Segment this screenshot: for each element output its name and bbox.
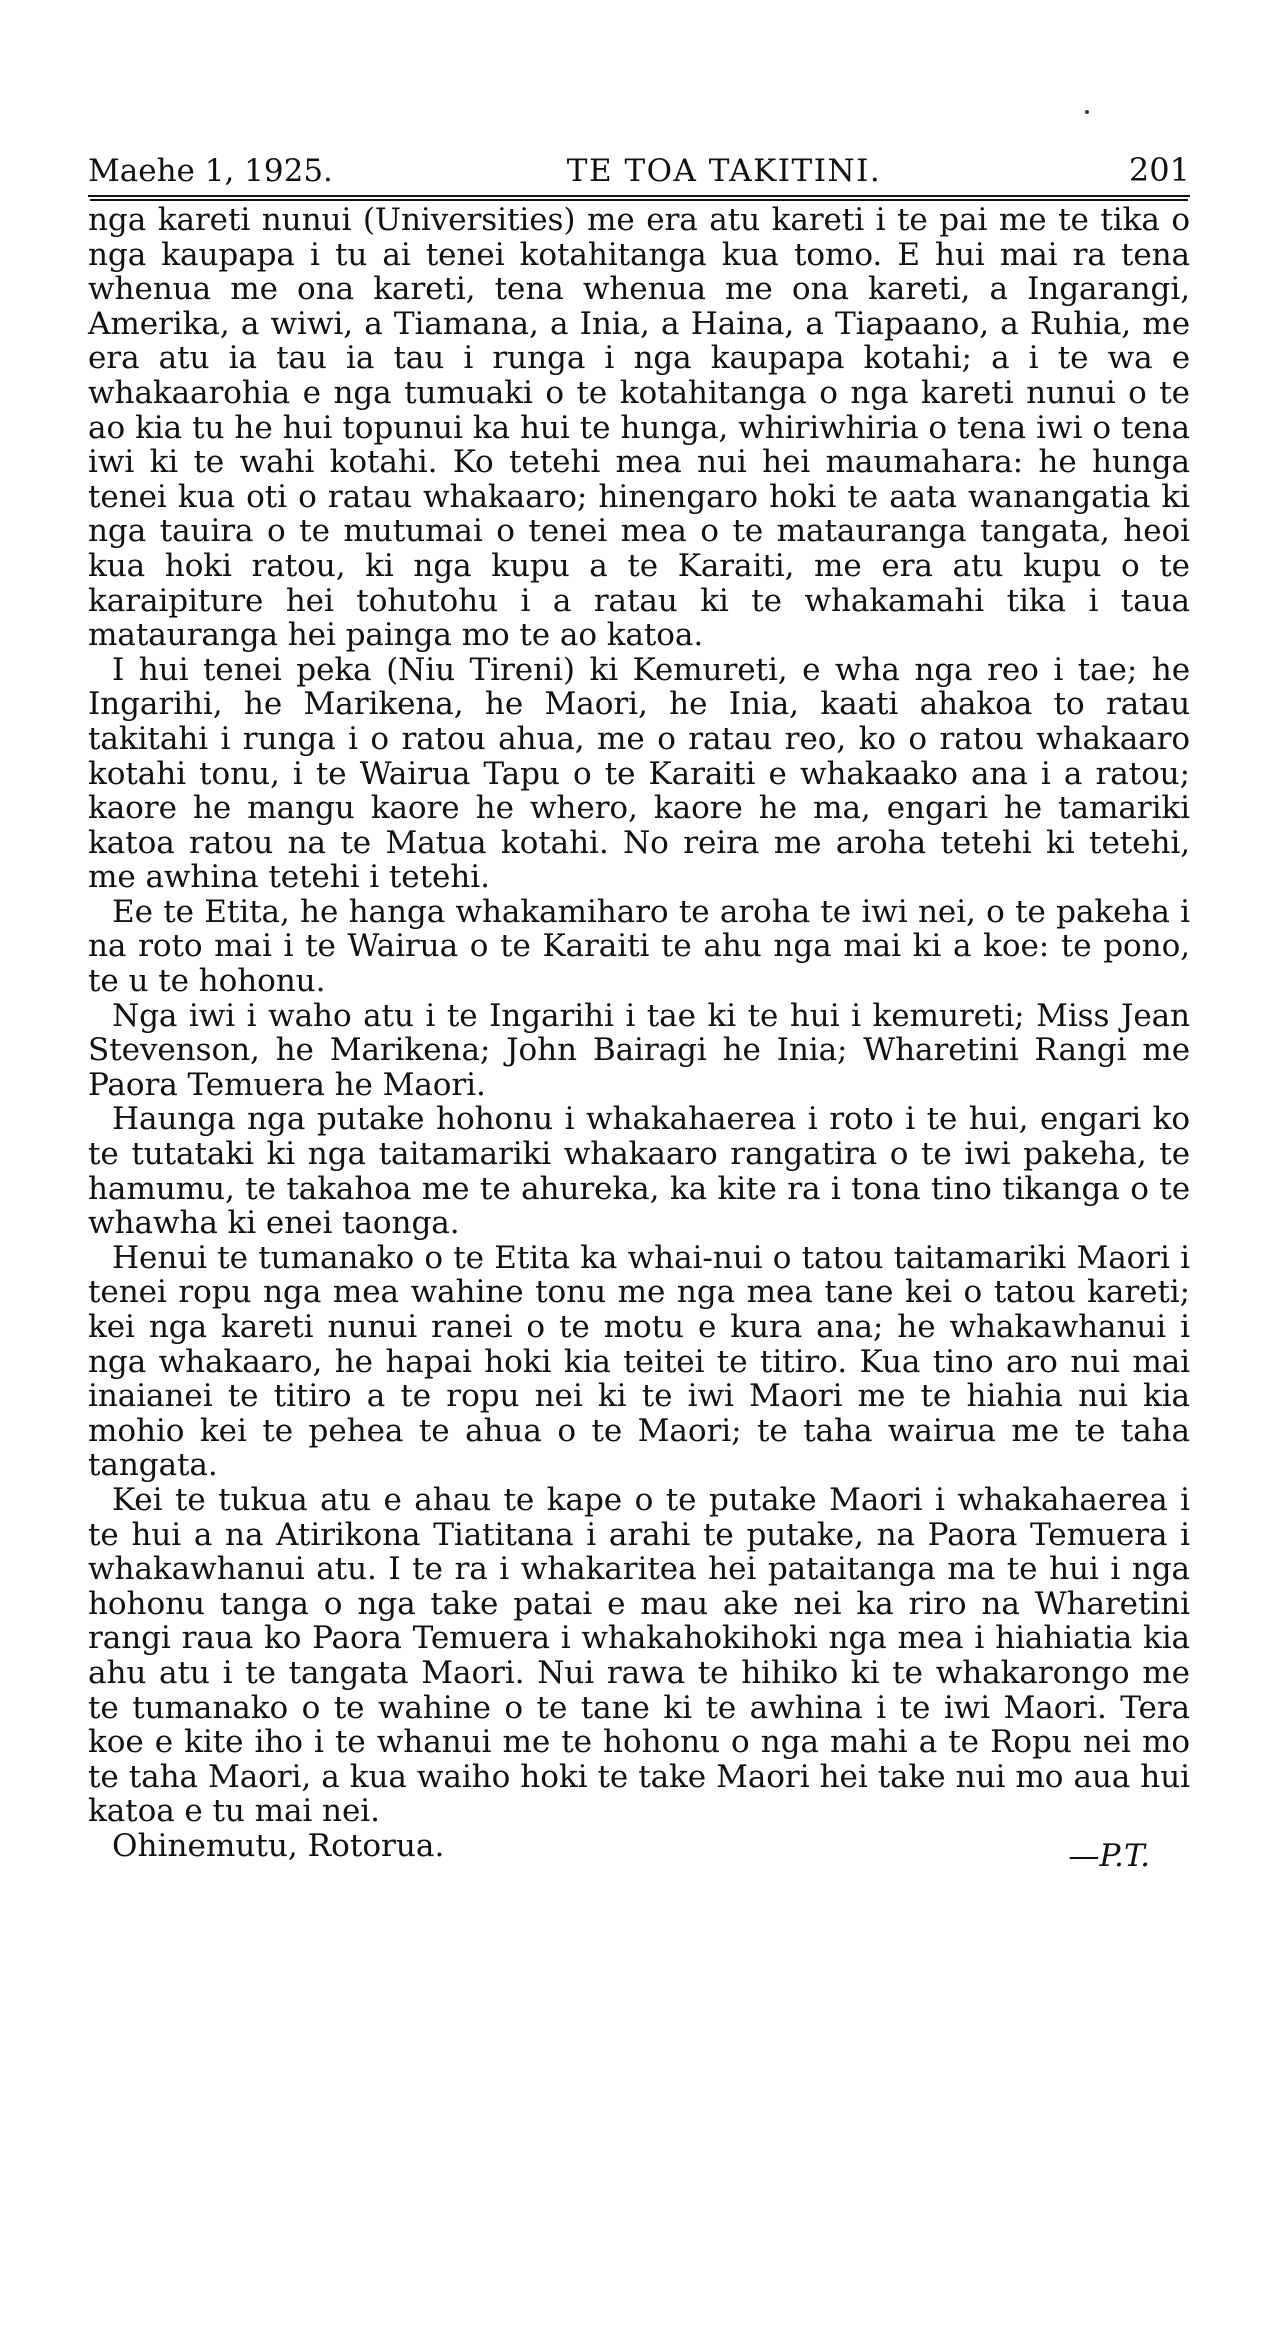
document-page	[88, 150, 1190, 1874]
author-initials: —P.T.	[1068, 1837, 1150, 1874]
paragraph-1: nga kareti nunui (Universities) me era atu kareti i te pai me te tika o nga kaupapa i tu ai tenei kotahitanga kua tomo. E hui mai ra tena whenua me ona kareti, tena whenua me ona kareti, a Ingarangi, Amerika, a wiwi, a Tiamana, a Inia, a Haina, a Tiapaano, a Ruhia, me era atu ia tau ia tau i runga i nga kaupapa kotahi; a i te wa e whakaarohia e nga tumuaki o te kotahitanga o nga kareti nunui o te ao kia tu he hui topunui ka hui te hunga, whiriwhiria o tena iwi o tena iwi ki te wahi kotahi. Ko tetehi mea nui hei maumahara: he hunga tenei kua oti o ratau whakaaro; hinengaro hoki te aata wanangatia ki nga tauira o te mutumai o tenei mea o te matauranga tangata, heoi kua hoki ratou, ki nga kupu a te Karaiti, me era atu kupu o te karaipiture hei tohutohu i a ratau ki te whakamahi tika i taua matauranga hei painga mo te ao katoa.	[88, 202, 1190, 654]
publication-title: TE TOA TAKITINI.	[566, 153, 882, 189]
paragraph-6: Henui te tumanako o te Etita ka whai-nui o tatou taitamariki Maori i tenei ropu nga mea wahine tonu me nga mea tane kei o tatou kareti; kei nga kareti nunui ranei o te motu e kura ana; he whakawhanui i nga whakaaro, he hapai hoki kia teitei te titiro. Kua tino aro nui mai inaianei te titiro a te ropu nei ki te iwi Maori me te hiahia nui kia mohio kei te pehea te ahua o te Maori; te taha wairua me te taha tangata.	[88, 1239, 1190, 1484]
running-header	[88, 150, 1190, 197]
page-number: 201	[1128, 151, 1190, 189]
closing-place: Ohinemutu, Rotorua.	[112, 1827, 445, 1864]
paragraph-5: Haunga nga putake hohonu i whakahaerea i roto i te hui, engari ko te tutataki ki nga taitamariki whakaaro rangatira o te iwi pakeha, te hamumu, te takahoa me te ahureka, ka kite ra i tona tino tikanga o te whawha ki enei taonga.	[88, 1101, 1190, 1242]
paragraph-7: Kei te tukua atu e ahau te kape o te putake Maori i whakahaerea i te hui a na Atirikona Tiatitana i arahi te putake, na Paora Temuera i whakawhanui atu. I te ra i whakaritea hei pataitanga ma te hui i nga hohonu tanga o nga take patai e mau ake nei ka riro na Wharetini rangi raua ko Paora Temuera i whakahokihoki nga mea i hiahiatia kia ahu atu i te tangata Maori. Nui rawa te hihiko ki te whakarongo me te tumanako o te wahine o te tane ki te awhina i te iwi Maori. Tera koe e kite iho i te whanui me te hohonu o nga mahi a te Ropu nei mo te taha Maori, a kua waiho hoki te take Maori hei take nui mo aua hui katoa e tu mai nei.	[88, 1481, 1190, 1830]
article-body	[88, 203, 1190, 1829]
article-closing	[88, 1829, 1190, 1874]
issue-date: Maehe 1, 1925.	[88, 153, 333, 189]
paragraph-2: I hui tenei peka (Niu Tireni) ki Kemureti, e wha nga reo i tae; he Ingarihi, he Marikena, he Maori, he Inia, kaati ahakoa to ratau takitahi i runga i o ratou ahua, me o ratau reo, ko o ratou whakaaro kotahi tonu, i te Wairua Tapu o te Karaiti e whakaako ana i a ratou; kaore he mangu kaore he whero, kaore he ma, engari he tamariki katoa ratou na te Matua kotahi. No reira me aroha tetehi ki tetehi, me awhina tetehi i tetehi.	[88, 651, 1190, 896]
paragraph-3: Ee te Etita, he hanga whakamiharo te aroha te iwi nei, o te pakeha i na roto mai i te Wairua o te Karaiti te ahu nga mai ki a koe: te pono, te u te hohonu.	[88, 893, 1190, 1000]
paragraph-4: Nga iwi i waho atu i te Ingarihi i tae ki te hui i kemureti; Miss Jean Stevenson, he Marikena; John Bairagi he Inia; Wharetini Rangi me Paora Temuera he Maori.	[88, 997, 1190, 1103]
print-speck	[1085, 110, 1089, 114]
